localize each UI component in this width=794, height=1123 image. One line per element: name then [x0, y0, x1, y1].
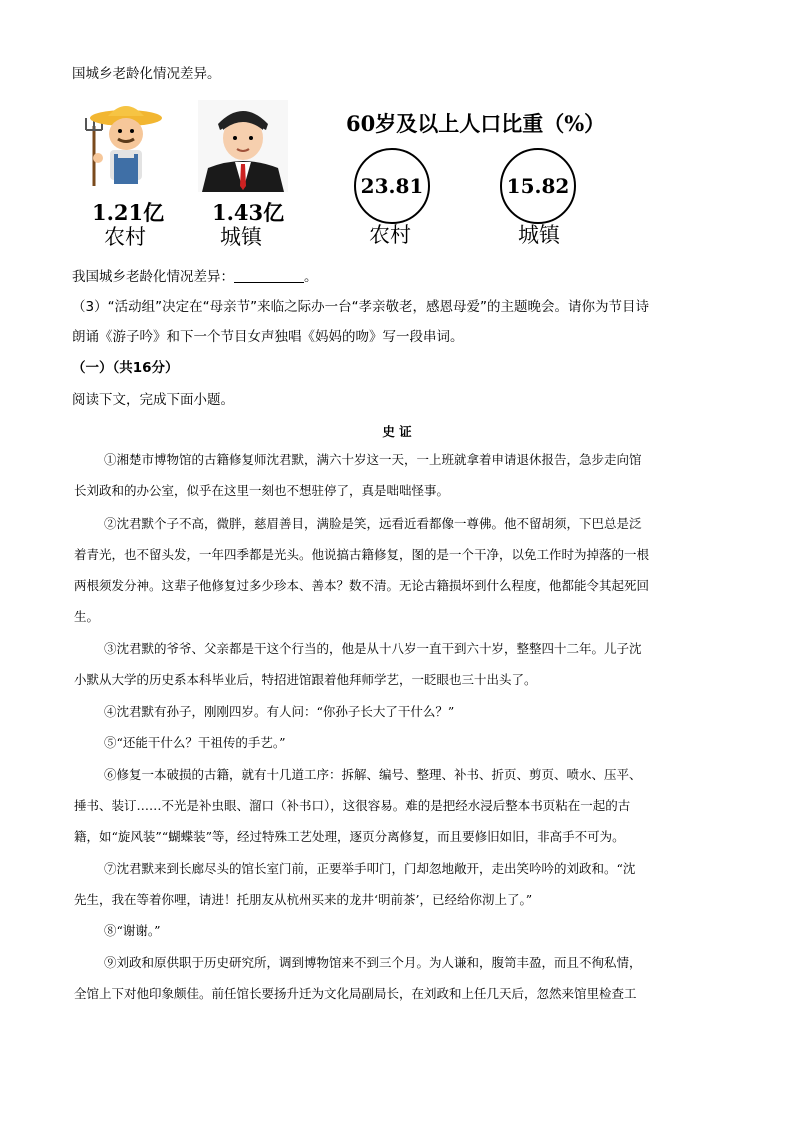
- story-line: 捶书、装订……不光是补虫眼、溜口（补书口），这很容易。难的是把经水浸后整本书页粘在一起的古: [74, 798, 631, 813]
- rural-population: 1.21亿: [92, 200, 165, 225]
- story-line: ⑧“谢谢。”: [104, 923, 161, 938]
- story-line: 两根须发分神。这辈子他修复过多少珍本、善本？数不清。无论古籍损坏到什么程度，他都能令其起死回: [74, 578, 650, 593]
- story-line: ⑤“还能干什么？干祖传的手艺。”: [104, 735, 286, 750]
- story-line: ⑨刘政和原供职于历史研究所，调到博物馆来不到三个月。为人谦和，腹笥丰盈，而且不徇私情，: [104, 955, 642, 970]
- urban-population: 1.43亿: [212, 200, 285, 225]
- story-line: 全馆上下对他印象颇佳。前任馆长要扬升迁为文化局副局长，在刘政和上任几天后，忽然来馆里检查工: [74, 986, 637, 1001]
- urban-ratio-circle: [500, 148, 576, 224]
- story-line: ③沈君默的爷爷、父亲都是干这个行当的，他是从十八岁一直干到六十岁，整整四十二年。儿子沈: [104, 641, 642, 656]
- story-line: 小默从大学的历史系本科毕业后，特招进馆跟着他拜师学艺，一眨眼也三十出头了。: [74, 672, 537, 687]
- urban-label: 城镇: [220, 225, 262, 249]
- intro-line: 国城乡老龄化情况差异。: [72, 66, 221, 82]
- rural-label: 农村: [104, 225, 146, 249]
- story-line: ②沈君默个子不高，微胖，慈眉善目，满脸是笑，远看近看都像一尊佛。他不留胡须，下巴总是泛: [104, 516, 642, 531]
- question-text: 我国城乡老龄化情况差异：: [72, 269, 234, 285]
- rural-ratio-label: 农村: [369, 223, 411, 247]
- rural-ratio-circle: [354, 148, 430, 224]
- section-header: （一）（共16分）: [72, 360, 179, 376]
- story-line: ①湘楚市博物馆的古籍修复师沈君默，满六十岁这一天，一上班就拿着申请退休报告，急步走向馆: [104, 452, 642, 467]
- figure-title: 60岁及以上人口比重（%）: [346, 111, 606, 136]
- instruction: 阅读下文，完成下面小题。: [72, 392, 234, 408]
- story-line: 生。: [74, 609, 100, 624]
- story-line: 长刘政和的办公室，似乎在这里一刻也不想驻停了，真是咄咄怪事。: [74, 483, 450, 498]
- urban-ratio-label: 城镇: [518, 223, 560, 247]
- story-line: 籍，如“旋风装”“蝴蝶装”等，经过特殊工艺处理，逐页分离修复，而且要修旧如旧，非高手不可为。: [74, 829, 625, 844]
- story-line: 着青光，也不留头发，一年四季都是光头。他说搞古籍修复，图的是一个干净，以免工作时为掉落的一根: [74, 547, 650, 562]
- question-line: [72, 267, 318, 287]
- story-title: 史 证: [382, 424, 412, 439]
- rural-ratio-value: 23.81: [360, 174, 424, 198]
- farmer-icon: [80, 98, 166, 190]
- story-line: ④沈君默有孙子，刚刚四岁。有人问：“你孙子长大了干什么？”: [104, 704, 455, 719]
- businessman-icon: [198, 100, 288, 192]
- q3-line-2: 朗诵《游子吟》和下一个节目女声独唱《妈妈的吻》写一段串词。: [72, 329, 464, 345]
- q3-line-1: （3）“活动组”决定在“母亲节”来临之际办一台“孝亲敬老，感恩母爱”的主题晚会。请你为节目诗: [72, 299, 650, 315]
- answer-blank[interactable]: [234, 268, 304, 283]
- urban-ratio-value: 15.82: [506, 174, 570, 198]
- story-line: ⑥修复一本破损的古籍，就有十几道工序：拆解、编号、整理、补书、折页、剪页、喷水、压平、: [104, 767, 642, 782]
- question-end: 。: [304, 269, 318, 285]
- story-line: ⑦沈君默来到长廊尽头的馆长室门前，正要举手叩门，门却忽地敞开，走出笑吟吟的刘政和。“沈: [104, 861, 636, 876]
- story-line: 先生，我在等着你哩，请进！托朋友从杭州买来的龙井‘明前茶’，已经给你沏上了。”: [74, 892, 533, 907]
